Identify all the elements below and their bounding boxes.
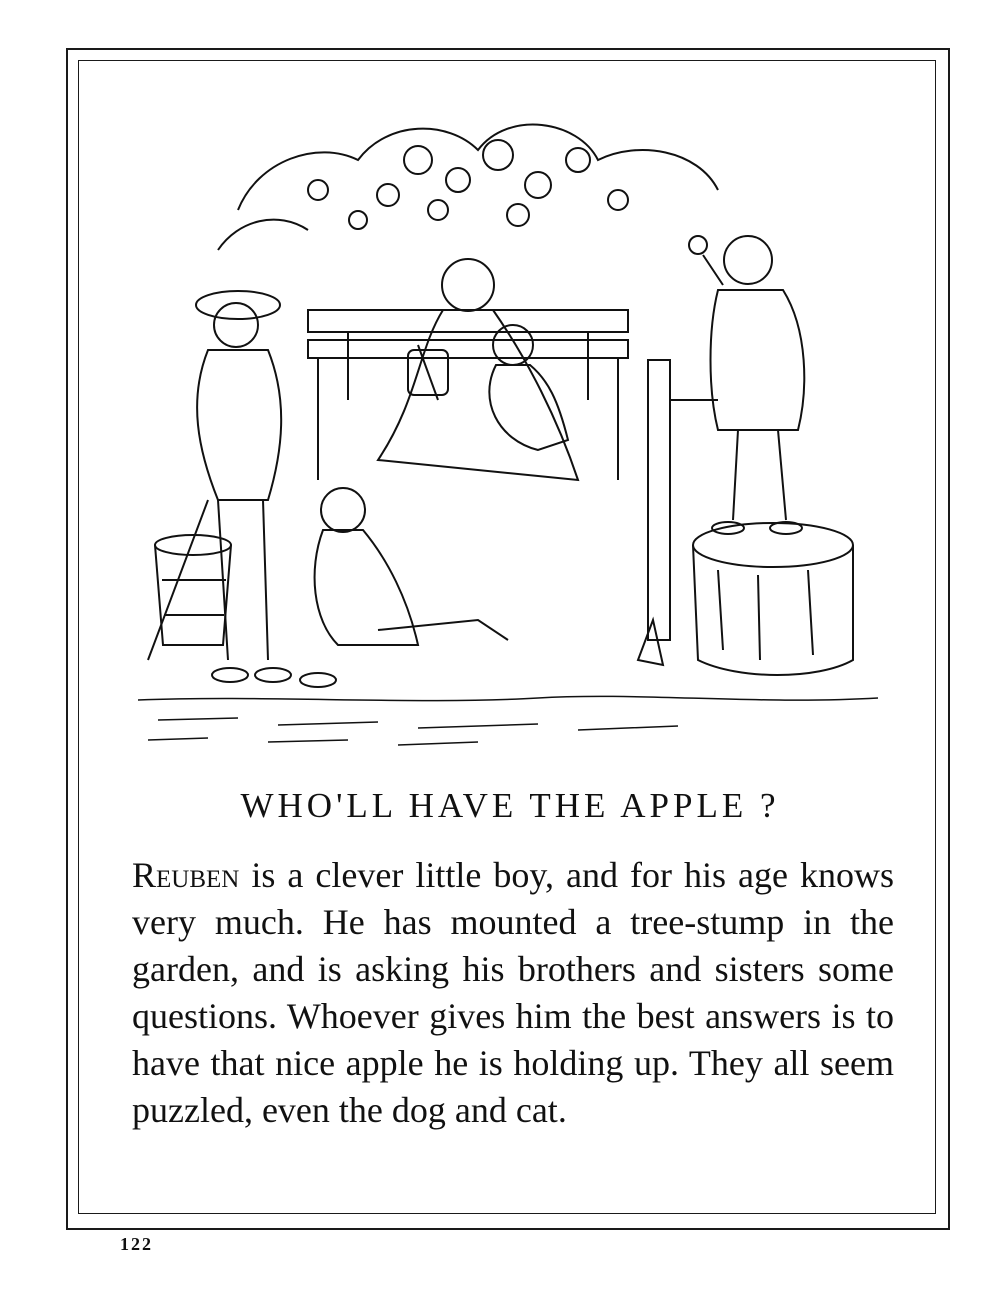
foliage (218, 125, 718, 250)
story-lead-word: Reuben (132, 855, 240, 895)
tree-stump (693, 523, 853, 675)
boy-with-hat (148, 291, 291, 682)
engraving-illustration (118, 100, 898, 760)
fence-post (638, 360, 718, 665)
page-title: WHO'LL HAVE THE APPLE ? (240, 786, 780, 825)
bucket (155, 535, 231, 645)
bench (308, 310, 628, 480)
page-number: 122 (120, 1234, 153, 1254)
story-text: is a clever little boy, and for his age knows very much. He has mounted a tree-stump in the garden, and is asking his brothers and sisters some questions. Whoever gives him the best answers is to have that nice apple he is holding up. They all seem puzzled, even the dog and cat. (132, 855, 894, 1130)
girl-with-baby (378, 259, 578, 480)
ground (138, 696, 878, 745)
boy-with-apple (689, 236, 804, 534)
sitting-boy (300, 488, 508, 687)
story-paragraph (132, 852, 894, 1134)
